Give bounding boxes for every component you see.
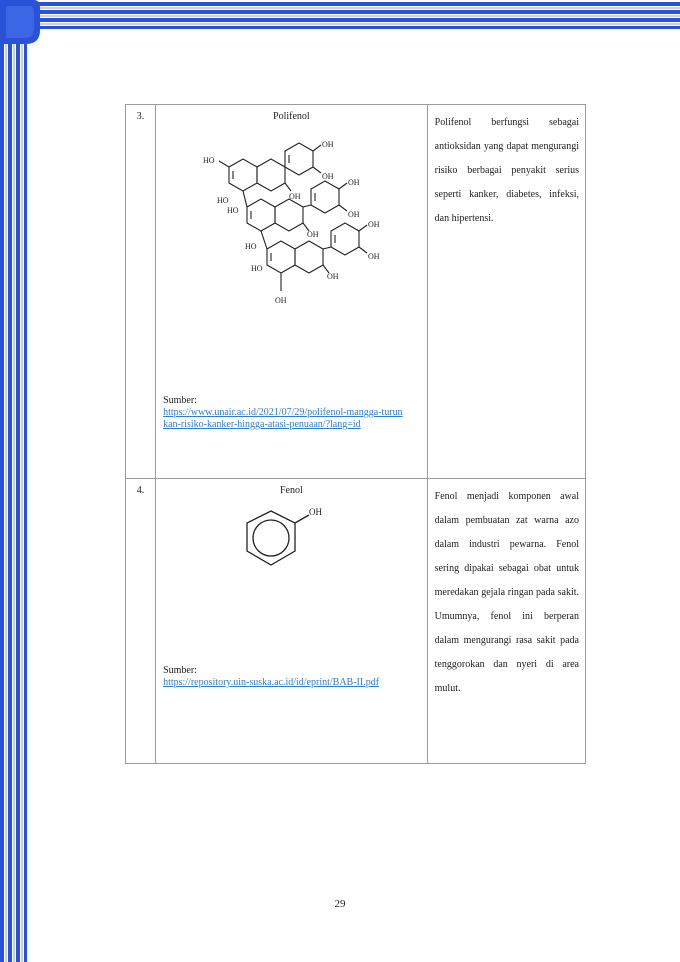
source-block bbox=[163, 395, 403, 431]
top-stripes bbox=[24, 2, 680, 29]
description-cell bbox=[427, 105, 585, 479]
structure-label: OH bbox=[322, 172, 334, 181]
structure-cell bbox=[156, 479, 428, 764]
description-cell bbox=[427, 479, 585, 764]
table-row bbox=[126, 479, 586, 764]
row-number: 4. bbox=[126, 479, 156, 764]
structure-label: HO bbox=[217, 196, 229, 205]
source-link[interactable]: https://www.unair.ac.id/2021/07/29/polifenol-mangga-turunkan-risiko-kanker-hingga-atasi-penuaan/?lang=id bbox=[163, 407, 403, 430]
source-block bbox=[163, 665, 403, 689]
corner-ornament bbox=[0, 0, 40, 44]
compound-description: Polifenol berfungsi sebagai antioksidan yang dapat mengurangi risiko berbagai penyakit serius seperti kanker, diabetes, infeksi, dan hipertensi. bbox=[434, 117, 579, 224]
structure-label: OH bbox=[368, 252, 380, 261]
structure-label: HO bbox=[251, 264, 263, 273]
structure-label: OH bbox=[348, 178, 360, 187]
structure-label: OH bbox=[322, 140, 334, 149]
source-link[interactable]: https://repository.uin-suska.ac.id/id/eprint/BAB-II.pdf bbox=[163, 677, 380, 688]
compound-description: Fenol menjadi komponen awal dalam pembuatan zat warna azo dalam industri pewarna. Fenol sering dipakai sebagai obat untuk meredakan gejala ringan pada sakit. Umumnya, fenol ini berperan dalam mengurangi rasa sakit pada tenggorokan dan nyeri di area mulut. bbox=[434, 491, 579, 694]
source-label: Sumber: bbox=[163, 395, 197, 406]
structure-label: OH bbox=[309, 507, 323, 517]
polifenol-structure-diagram bbox=[181, 127, 401, 347]
compound-name: Fenol bbox=[279, 485, 303, 496]
structure-label: OH bbox=[348, 210, 360, 219]
structure-label: OH bbox=[289, 192, 301, 201]
row-number: 3. bbox=[126, 105, 156, 479]
structure-label: OH bbox=[275, 296, 287, 305]
structure-label: OH bbox=[327, 272, 339, 281]
table-row bbox=[126, 105, 586, 479]
compound-table bbox=[125, 104, 586, 764]
structure-label: OH bbox=[368, 220, 380, 229]
structure-label: HO bbox=[203, 156, 215, 165]
structure-label: HO bbox=[245, 242, 257, 251]
page-number: 29 bbox=[334, 898, 346, 910]
fenol-structure-diagram bbox=[231, 501, 351, 591]
source-label: Sumber: bbox=[163, 665, 197, 676]
left-stripes bbox=[0, 0, 27, 962]
structure-label: HO bbox=[227, 206, 239, 215]
structure-label: OH bbox=[307, 230, 319, 239]
structure-cell bbox=[156, 105, 428, 479]
compound-name: Polifenol bbox=[273, 111, 310, 122]
